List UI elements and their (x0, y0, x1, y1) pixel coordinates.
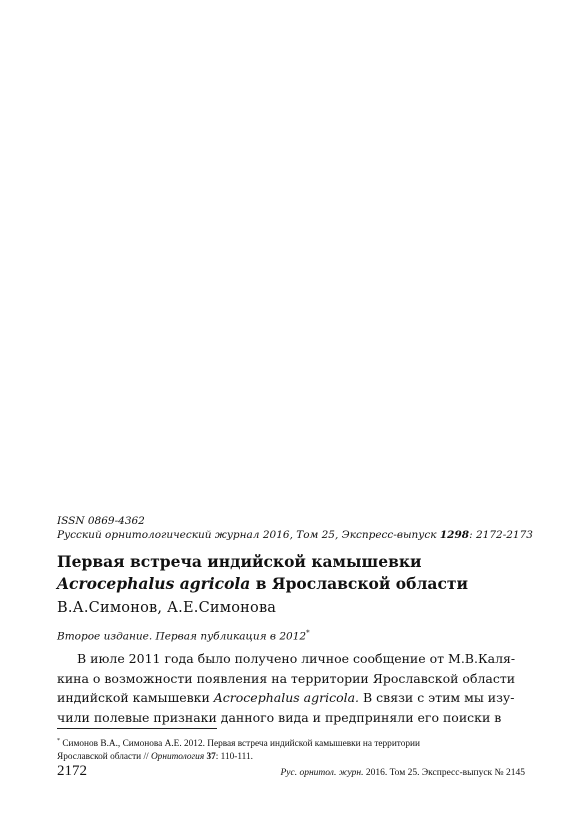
footnote-line-2 (57, 751, 420, 764)
footnote (57, 735, 420, 764)
publication-meta (57, 514, 533, 542)
body-line-3-b: В связи с этим мы изу- (359, 690, 515, 705)
journal-name: Русский орнитологический журнал (57, 529, 260, 541)
footnote-text-2: Ярославской области // (57, 752, 151, 763)
page-number: 2172 (57, 763, 87, 779)
title-line-2-rest: в Ярославской области (250, 574, 468, 593)
edition-note (57, 626, 310, 644)
page-range: : 2172-2173 (469, 529, 533, 541)
footnote-mark: * (306, 629, 310, 637)
body-line-2: кина о возможности появления на территории Ярославской области (57, 670, 516, 686)
authors: В.А.Симонов, А.Е.Симонова (57, 600, 277, 616)
issn: ISSN 0869-4362 (57, 515, 145, 527)
footnote-text-1: Симонов В.А., Симонова А.Е. 2012. Первая встреча индийской камышевки на территории (60, 739, 420, 750)
running-rest: 2016. Том 25. Экспресс-выпуск № 2145 (363, 768, 525, 778)
volume-issue: , Том 25, Экспресс-выпуск (289, 529, 437, 541)
running-journal: Рус. орнитол. журн. (280, 768, 364, 778)
issue-number: 1298 (439, 529, 470, 541)
body-line-3-a: индийской камышевки (57, 690, 214, 705)
body-species: Acrocephalus agricola. (213, 690, 360, 705)
footnote-journal: Орнитология (150, 752, 205, 763)
body-line-4: чили полевые признаки данного вида и предприняли его поиски в (57, 709, 502, 725)
footnote-line-1 (57, 735, 420, 751)
footnote-volume: 37 (204, 752, 216, 763)
edition-text: Второе издание. Первая публикация в 2012 (57, 630, 307, 643)
footnote-pages: : 110-111. (215, 752, 253, 763)
title-line-2 (57, 573, 527, 595)
footnote-marker: * (57, 738, 60, 744)
footnote-rule (57, 728, 217, 729)
year: 2016 (262, 529, 290, 541)
title-line-1: Первая встреча индийской камышевки (57, 552, 422, 571)
body-text (57, 649, 525, 727)
article-title (57, 551, 527, 595)
citation-line (57, 528, 533, 542)
running-head (280, 768, 525, 778)
body-line-3 (57, 688, 525, 708)
body-line-1: В июле 2011 года было получено личное сообщение от М.В.Каля- (77, 651, 516, 666)
species-name: Acrocephalus agricola (57, 574, 251, 593)
